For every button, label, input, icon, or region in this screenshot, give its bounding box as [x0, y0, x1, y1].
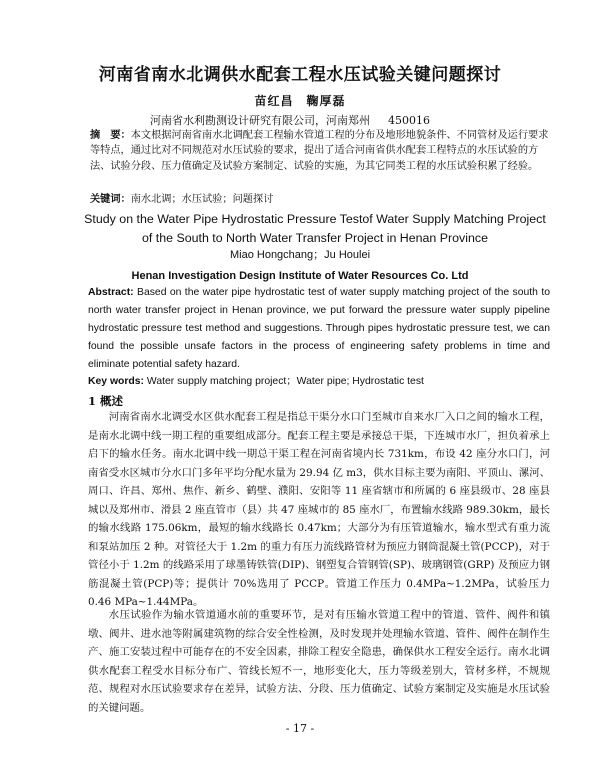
keywords-zh [90, 190, 550, 205]
keywords-en-text: Water supply matching project；Water pipe; Hydrostatic test [144, 376, 424, 387]
paper-title-en-line1: Study on the Water Pipe Hydrostatic Pressure Testof Water Supply Matching Project [84, 212, 546, 226]
keywords-zh-text: 南水北调；水压试验；问题探讨 [130, 194, 274, 205]
body-paragraph-1: 河南省南水北调受水区供水配套工程是指总干渠分水口门至城市自来水厂入口之间的输水工程，是南水北调中线一期工程的重要组成部分。配套工程主要是承接总干渠，下连城市水厂，担负着承上启下的输水任务。南水北调中线一期总干渠工程在河南省境内长 731km，布设 42 座分水口门，河南省受水区城市分水口门多年平均分配水量为 29.94 亿 m3，供水目标主要为南阳、平顶山、漯河、周口、许昌、郑州、焦作、新乡、鹤壁、濮阳、安阳等 11 座省辖市和所属的 6 座县级市、28 座县城以及郑州市、滑县 2 座直管市（县）共 47 座城市的 85 座水厂，布置输水线路 989.30km，最长的输水线路 175.06km，最短的输水线路长 0.47km；大部分为有压管道输水，输水型式有重力流和泵站加压 2 种。对管径大于 1.2m 的重力有压力流线路管材为预应力钢筒混凝土管(PCCP)，对于管径小于 1.2m 的线路采用了球墨铸铁管(DIP)、钢塑复合管钢管(SP)、玻璃钢管(GRP) 及预应力钢筋混凝土管(PCP)等；提供计 70%选用了 PCCP。管道工作压力 0.4MPa~1.2MPa，试验压力 0.46 MPa~1.44MPa。 [88, 411, 550, 608]
abstract-zh-label: 摘 要： [90, 129, 131, 141]
abstract-en-label: Abstract: [88, 287, 134, 298]
postcode: 450016 [388, 114, 430, 127]
page-number: - 17 - [285, 722, 315, 735]
paper-title-en-line2: of the South to North Water Transfer Project in Henan Province [142, 231, 488, 245]
affiliation-en: Henan Investigation Design Institute of Water Resources Co. Ltd [131, 270, 469, 282]
paper-title-zh: 河南省南水北调供水配套工程水压试验关键问题探讨 [98, 65, 502, 85]
affiliation-zh [150, 112, 570, 128]
authors-zh: 苗红昌 鞠厚磊 [254, 94, 346, 108]
abstract-en-text: Based on the water pipe hydrostatic test of water supply matching project of the south to north water transfer project in Henan province, we put forward the pressure water supply pipeline hydrostatic pressure test method and suggestions. Through pipes hydrostatic pressure test, we can found the possible unsafe factors in the process of engineering safety problems in time and eliminate potential safety hazard. [88, 287, 550, 370]
abstract-zh [90, 128, 550, 174]
abstract-zh-text: 本文根据河南省南水北调配套工程输水管道工程的分布及地形地貌条件、不同管材及运行要求等特点，通过比对不同规范对水压试验的要求，提出了适合河南省供水配套工程特点的水压试验的方法、试验分段、压力值确定及试验方案制定、试验的实施，为其它同类工程的水压试验积累了经验。 [90, 130, 549, 172]
affiliation-zh-text: 河南省水利勘测设计研究有限公司，河南郑州 [150, 114, 370, 127]
paper-title-en [80, 210, 550, 248]
abstract-en [88, 284, 550, 374]
authors-en: Miao Hongchang；Ju Houlei [229, 249, 371, 261]
section-heading-overview: 1 概述 [88, 394, 124, 408]
keywords-en [88, 372, 550, 387]
keywords-zh-label: 关键词： [90, 193, 131, 205]
keywords-en-label: Key words: [88, 376, 145, 387]
body-paragraph-2: 水压试验作为输水管道通水前的重要环节，是对有压输水管道工程中的管道、管件、阀件和镇墩、阀井、进水池等附属建筑物的综合安全性检测，及时发现并处理输水管道、管件、阀件在制作生产、施工安装过程中可能存在的不安全因素，排除工程安全隐患，确保供水工程安全运行。南水北调供水配套工程受水目标分布广、管线长短不一，地形变化大，压力等级差别大，管材多样，不规规范、规程对水压试验要求存在差异，试验方法、分段、压力值确定、试验方案制定及实施是水压试验的关键问题。 [88, 609, 550, 714]
